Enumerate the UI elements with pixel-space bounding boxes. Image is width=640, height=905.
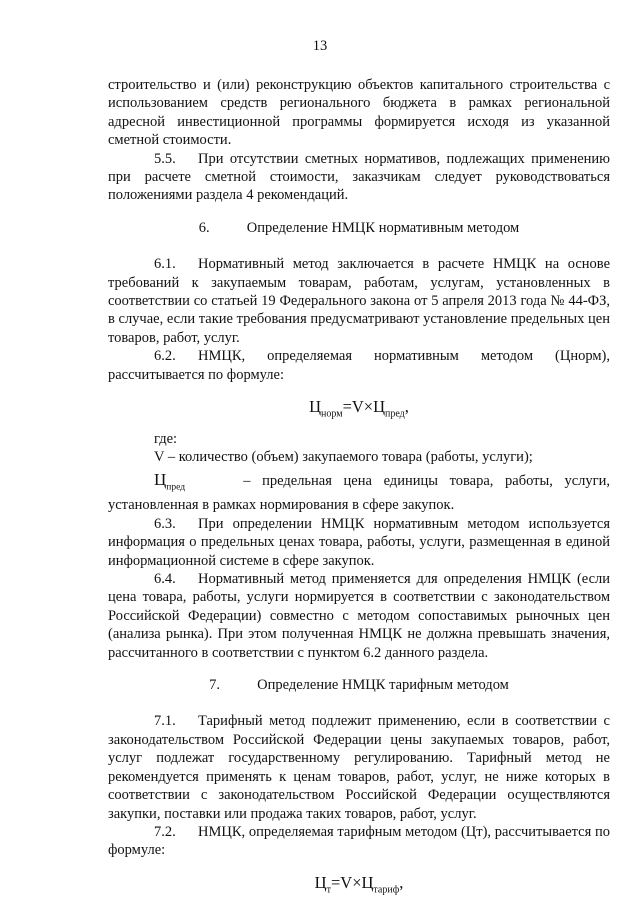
section-heading-6 — [108, 219, 610, 237]
clause-text: При определении НМЦК нормативным методом используется информация о предельных ценах товара, работы, услуги, размещенная в единой информационной системе в сфере закупок. — [108, 515, 610, 569]
section-title: Определение НМЦК тарифным методом — [257, 677, 509, 694]
paragraph-6-1 — [108, 255, 610, 347]
formula-tariff — [108, 874, 610, 900]
section-heading-7 — [108, 676, 610, 694]
definition-symbol — [154, 469, 186, 492]
section-title: Определение НМЦК нормативным методом — [246, 219, 520, 236]
formula-tail: , — [404, 397, 409, 417]
clause-number: 6.4. — [154, 571, 176, 588]
formula-lhs: Ц — [314, 872, 327, 892]
clause-text: Нормативный метод применяется для определения НМЦК (если цена товара, работы, услуги нормируется в соответствии с законодательством Российской Федерации) совместно с методом сопоставимых рыночных цен (анализа рынка). При этом полученная НМЦК не должна превышать значения, рассчитанного в соответствии с пунктом 6.2 данного раздела. — [108, 571, 610, 661]
clause-number: 6.3. — [154, 515, 176, 532]
clause-number: 6.2. — [154, 348, 176, 365]
formula-normative — [108, 398, 610, 424]
paragraph-7-1 — [108, 712, 610, 822]
clause-text: Нормативный метод заключается в расчете НМЦК на основе требований к закупаемым товарам, работам, услугам, установленных в соответствии со статьей 19 Федерального закона от 5 апреля 2013 года № 44-ФЗ, в случае, если такие требования предусматривают установление предельных цен товаров, работ, услуг. — [108, 256, 610, 346]
formula-equation: =V×Ц — [330, 872, 374, 892]
paragraph-5-5 — [108, 150, 610, 205]
formula-lhs-subscript: норм — [321, 408, 343, 420]
formula-rhs-subscript: тариф — [373, 884, 400, 896]
definition-v: V – количество (объем) закупаемого товара (работы, услуги); — [154, 449, 533, 466]
clause-number: 7.1. — [154, 713, 176, 730]
symbol-letter: Ц — [154, 469, 167, 489]
clause-text: НМЦК, определяемая тарифным методом (Цт), рассчитывается по формуле: — [108, 823, 610, 859]
formula-lhs-subscript: т — [326, 884, 331, 896]
clause-text: НМЦК, определяемая нормативным методом (Цнорм), рассчитывается по формуле: — [108, 348, 610, 383]
section-number: 7. — [209, 677, 221, 694]
clause-text: При отсутствии сметных нормативов, подлежащих применению при расчете сметной стоимости, заказчикам следует руководствоваться положениями раздела 4 рекомендаций. — [108, 150, 610, 204]
section-number: 6. — [198, 219, 210, 236]
formula-equation: =V×Ц — [342, 397, 386, 417]
paragraph-6-2 — [108, 347, 610, 384]
clause-number: 5.5. — [154, 150, 176, 167]
definition-c-pred — [108, 471, 610, 515]
paragraph-6-3 — [108, 515, 610, 570]
where-label: где: — [154, 430, 178, 447]
paragraph-6-4 — [108, 570, 610, 662]
document-body — [108, 76, 610, 905]
paragraph-7-2 — [108, 823, 610, 860]
clause-text: Тарифный метод подлежит применению, если в соответствии с законодательством Российской Федерации цены закупаемых товаров, работ, услуг подлежат государственному регулированию. Тарифный метод не рекомендуется применять к ценам товаров, работ, услуг, не ниже которых в соответствии с законодательством Российской Федерации осуществляются закупки, поставки или продажа таких товаров, работ, услуг. — [108, 713, 610, 822]
formula-lhs: Ц — [309, 397, 322, 417]
symbol-subscript: пред — [166, 482, 186, 492]
clause-number: 7.2. — [154, 823, 176, 840]
formula-rhs-subscript: пред — [385, 408, 405, 420]
page-number: 13 — [312, 38, 328, 54]
definition-text: – предельная цена единицы товара, работы, услуги, установленная в рамках нормирования в сфере закупок. — [108, 472, 611, 514]
paragraph-continuation: строительство и (или) реконструкцию объектов капитального строительства с использованием средств регионального бюджета в рамках региональной адресной инвестиционной программы формируется исходя из указанной сметной стоимости. — [108, 77, 610, 149]
clause-number: 6.1. — [154, 256, 176, 273]
formula-tail: , — [399, 872, 404, 892]
